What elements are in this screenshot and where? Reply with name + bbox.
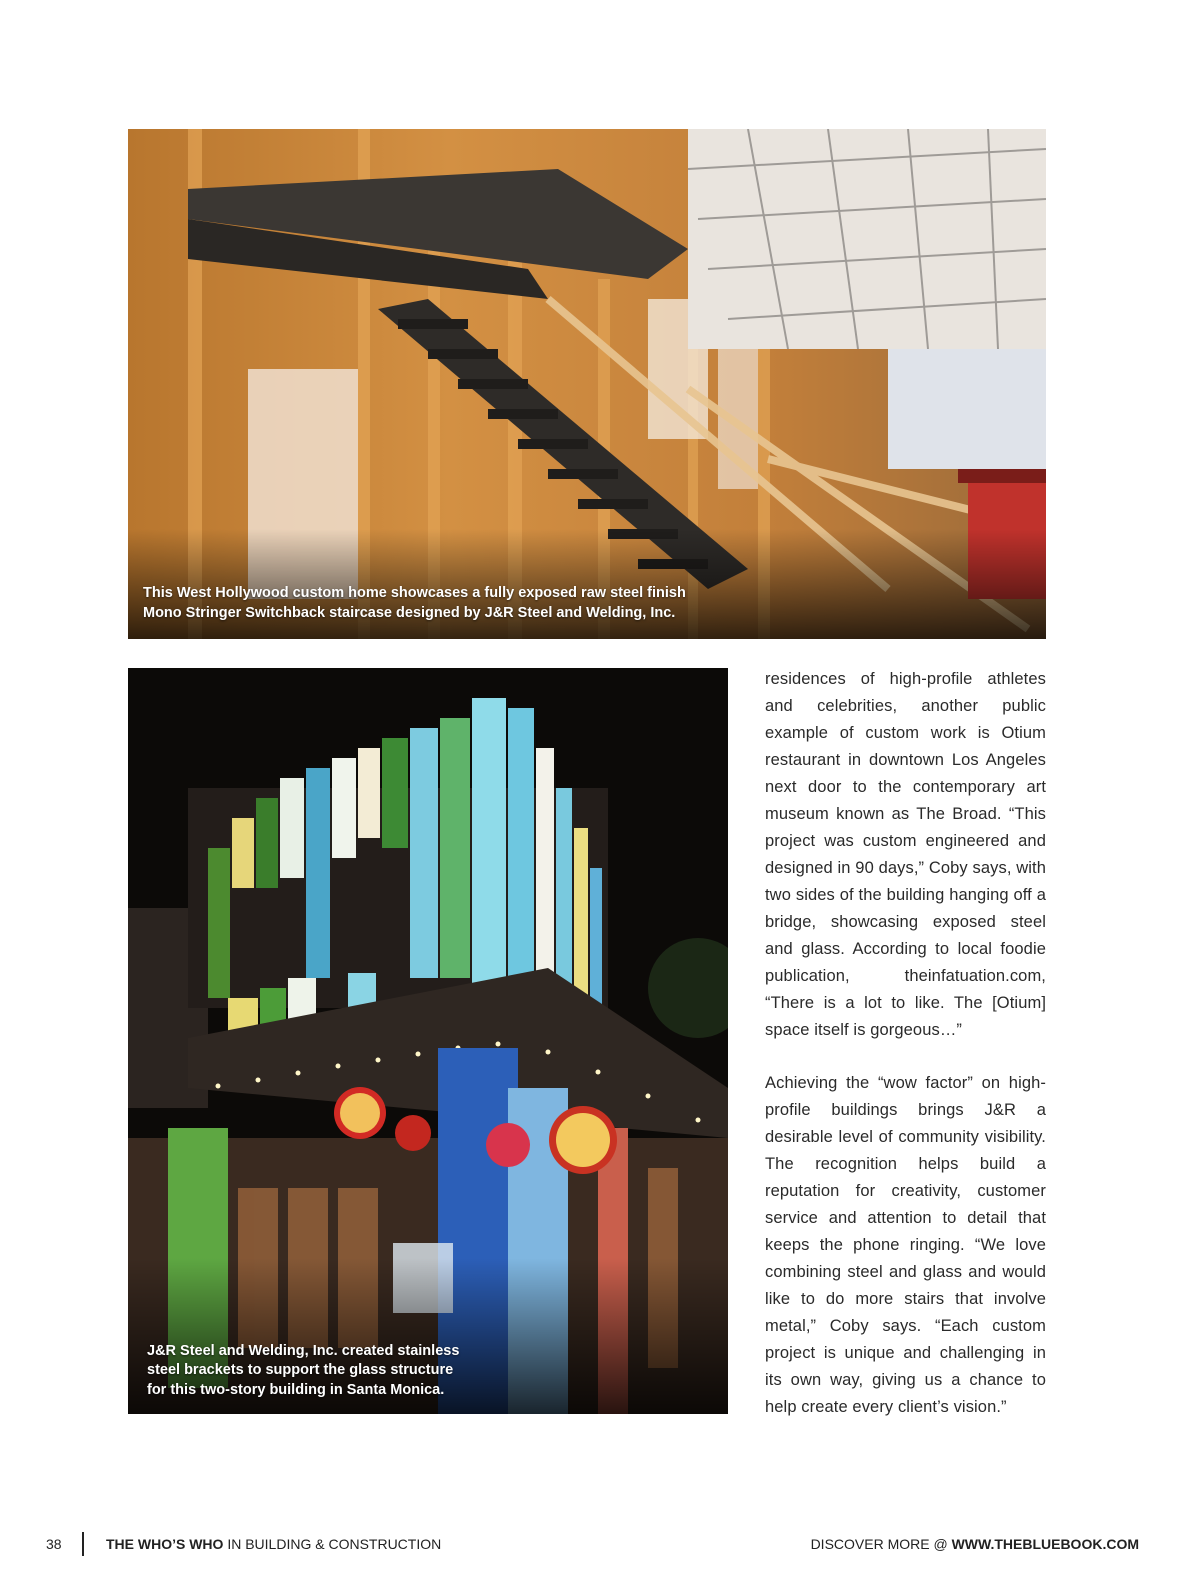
glass-building-image xyxy=(128,668,728,1414)
article-paragraph: Achieving the “wow factor” on high-profile buildings brings J&R a desirable level of community visibility. The recognition helps build a reputation for creativity, customer service and attention to detail that keeps the phone ringing. “We love combining steel and glass and would like to do more stairs that involve metal,” Coby says. “Each custom project is unique and challenging in its own way, giving us a chance to help create every client’s vision.” xyxy=(765,1074,1046,1416)
caption-line: steel brackets to support the glass structure xyxy=(147,1362,454,1378)
discover-more xyxy=(811,1534,1139,1554)
caption-line: for this two-story building in Santa Monica. xyxy=(147,1381,445,1398)
staircase-image xyxy=(128,129,1046,639)
glass-building-photo xyxy=(128,668,728,1414)
caption-line: This West Hollywood custom home showcases a fully exposed raw steel finish xyxy=(143,585,686,601)
staircase-photo xyxy=(128,129,1046,639)
website-link[interactable]: WWW.THEBLUEBOOK.COM xyxy=(951,1536,1139,1552)
publication-title-bold: THE WHO’S WHO xyxy=(106,1536,224,1552)
glass-building-caption xyxy=(147,1342,487,1401)
staircase-caption xyxy=(143,584,723,623)
caption-line: J&R Steel and Welding, Inc. created stainless xyxy=(147,1342,460,1359)
page-number: 38 xyxy=(46,1536,62,1552)
footer-divider xyxy=(82,1532,84,1556)
caption-line: Mono Stringer Switchback staircase designed by J&R Steel and Welding, Inc. xyxy=(143,604,676,621)
discover-prefix: DISCOVER MORE @ xyxy=(810,1536,952,1552)
article-paragraph: residences of high-profile athletes and celebrities, another public example of custom work is Otium restaurant in downtown Los Angeles next door to the contemporary art museum known as The Broad. “This project was custom engineered and designed in 90 days,” Coby says, with two sides of the building hanging off a bridge, showcasing exposed steel and glass. According to local foodie publication, theinfatuation.com, “There is a lot to like. The [Otium] space itself is gorgeous…” xyxy=(765,670,1046,1039)
publication-title xyxy=(106,1534,441,1554)
publication-title-rest: IN BUILDING & CONSTRUCTION xyxy=(223,1536,442,1552)
